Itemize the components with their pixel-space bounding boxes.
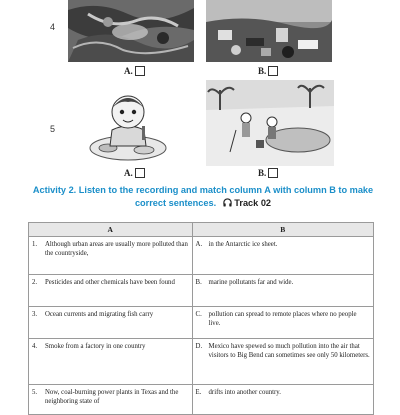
track-label[interactable]: Track 02 (223, 198, 271, 208)
table-row (29, 275, 374, 307)
column-a-cell: 3. Ocean currents and migrating fish carry (29, 307, 193, 339)
column-b-header: B (192, 223, 373, 237)
checkbox[interactable] (135, 66, 145, 76)
question-4-option-a[interactable]: A. (124, 66, 145, 76)
table-row (29, 237, 374, 275)
table-row (29, 307, 374, 339)
headphones-icon (223, 198, 232, 207)
column-a-cell: 1. Although urban areas are usually more polluted than the countryside, (29, 237, 193, 275)
garbage-beach-photo (206, 0, 332, 62)
question-number-4: 4 (50, 22, 56, 32)
checkbox[interactable] (268, 168, 278, 178)
table-row (29, 339, 374, 385)
checkbox[interactable] (268, 66, 278, 76)
activity-title: Activity 2. Listen to the recording and match column A with column B to make correct sentences. (32, 185, 374, 208)
question-5-option-a[interactable]: A. (124, 168, 145, 178)
checkbox[interactable] (135, 168, 145, 178)
column-a-header: A (29, 223, 193, 237)
column-b-cell: D. Mexico have spewed so much pollution into the air that visitors to Big Bend can sometimes see only 50 kilometers. (192, 339, 373, 385)
column-b-cell: E. drifts into another country. (192, 385, 373, 415)
oil-spill-photo (68, 0, 194, 62)
matching-table (28, 222, 374, 415)
question-5-option-b[interactable]: B. (258, 168, 278, 178)
table-header-row (29, 223, 374, 237)
question-4-option-b[interactable]: B. (258, 66, 278, 76)
activity-heading (18, 184, 388, 210)
column-b-cell: C. pollution can spread to remote places where no people live. (192, 307, 373, 339)
column-a-cell: 2. Pesticides and other chemicals have been found (29, 275, 193, 307)
column-a-cell: 4. Smoke from a factory in one country (29, 339, 193, 385)
park-cleanup-cartoon (206, 80, 334, 166)
column-b-cell: B. marine pollutants far and wide. (192, 275, 373, 307)
question-number-5: 5 (50, 124, 56, 134)
column-a-cell: 5. Now, coal-burning power plants in Texas and the neighboring state of (29, 385, 193, 415)
boy-eating-cartoon (86, 82, 170, 164)
column-b-cell: A. in the Antarctic ice sheet. (192, 237, 373, 275)
